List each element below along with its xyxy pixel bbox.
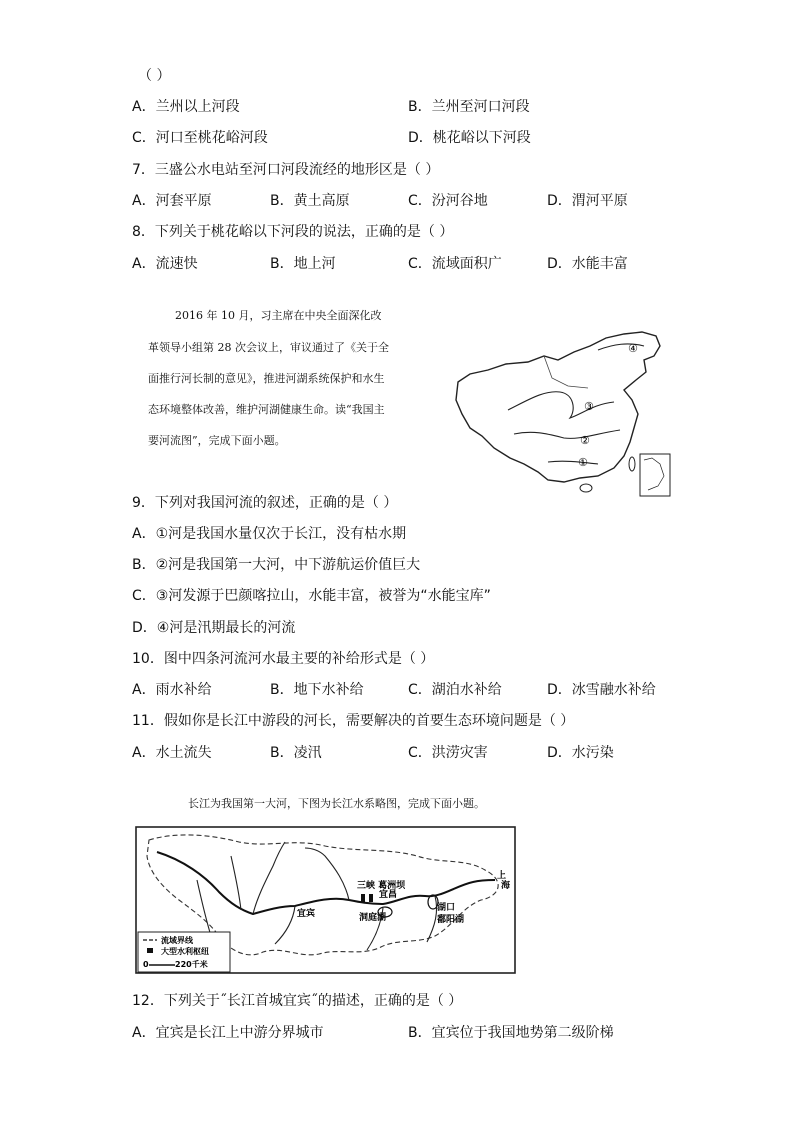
q7-stem: 7．三盛公水电站至河口河段流经的地形区是（ ） xyxy=(132,162,440,178)
q10-option-c: C．湖泊水补给 xyxy=(408,682,502,698)
map-label-river-2: ② xyxy=(580,434,590,447)
q12-option-b: B．宜宾位于我国地势第二级阶梯 xyxy=(408,1025,614,1041)
dam-marker-sanxia xyxy=(361,894,365,902)
q10-option-a: A．雨水补给 xyxy=(132,682,212,698)
q8-option-d: D．水能丰富 xyxy=(547,256,628,272)
q8-option-c: C．流域面积广 xyxy=(408,256,502,272)
label-hai: 海 xyxy=(501,881,511,891)
label-dongting: 洞庭湖 xyxy=(359,913,387,923)
legend-scale-zero: 0 xyxy=(143,960,149,969)
q9-option-d: D．④河是汛期最长的河流 xyxy=(132,620,296,636)
q10-stem: 10．图中四条河流河水最主要的补给形式是（ ） xyxy=(132,651,435,667)
passage1-line-5: 要河流图”，完成下面小题。 xyxy=(148,434,286,447)
q11-option-d: D．水污染 xyxy=(547,745,614,761)
q8-option-b: B．地上河 xyxy=(270,256,336,272)
yangtze-river-line xyxy=(514,430,620,438)
passage1-line-4: 态环境整体改善，维护河湖健康生命。读“我国主 xyxy=(148,403,385,416)
legend-dam-symbol xyxy=(147,948,153,953)
q7-option-b: B．黄土高原 xyxy=(270,193,350,209)
label-hukou: 湖口 xyxy=(437,903,456,913)
label-poyang: 鄱阳湖 xyxy=(437,915,465,925)
q11-option-c: C．洪涝灾害 xyxy=(408,745,488,761)
q9-option-b: B．②河是我国第一大河，中下游航运价值巨大 xyxy=(132,557,421,573)
pearl-river-line xyxy=(548,461,598,464)
q8-stem: 8．下列关于桃花峪以下河段的说法，正确的是（ ） xyxy=(132,224,454,240)
q7-option-c: C．汾河谷地 xyxy=(408,193,488,209)
q11-option-b: B．凌汛 xyxy=(270,745,322,761)
label-shang: 上 xyxy=(497,871,507,881)
legend-boundary-label: 流域界线 xyxy=(161,936,193,945)
q6-option-c: C．河口至桃花峪河段 xyxy=(132,130,268,146)
legend-dam-label: 大型水利枢纽 xyxy=(161,947,209,956)
q9-option-c: C．③河发源于巴颜喀拉山，水能丰富，被誉为“水能宝库” xyxy=(132,588,491,604)
map-label-river-1: ① xyxy=(578,456,588,469)
hainan-island xyxy=(580,484,592,492)
taiwan-island xyxy=(629,457,635,471)
q6-option-b: B．兰州至河口河段 xyxy=(408,99,530,115)
q12-stem: 12．下列关于˝长江首城宜宾˝的描述，正确的是（ ） xyxy=(132,993,463,1009)
q8-option-a: A．流速快 xyxy=(132,256,198,272)
internal-border-line xyxy=(544,356,588,388)
map-label-river-3: ③ xyxy=(584,400,594,413)
q6-answer-bracket: （ ） xyxy=(138,68,171,84)
q6-option-a: A．兰州以上河段 xyxy=(132,99,240,115)
map-label-river-4: ④ xyxy=(628,342,638,355)
label-yichang: 宜昌 xyxy=(379,890,398,900)
china-rivers-map xyxy=(448,330,674,500)
dam-marker-gezhouba xyxy=(369,894,373,902)
label-yibin: 宜宾 xyxy=(297,909,316,919)
q10-option-d: D．冰雪融水补给 xyxy=(547,682,656,698)
passage2-text: 长江为我国第一大河，下图为长江水系略图，完成下面小题。 xyxy=(188,797,485,810)
q11-stem: 11．假如你是长江中游段的河长，需要解决的首要生态环境问题是（ ） xyxy=(132,713,575,729)
q12-option-a: A．宜宾是长江上中游分界城市 xyxy=(132,1025,324,1041)
yellow-river-line xyxy=(508,392,614,418)
label-sanxia-gezhouba: 三峡 葛洲坝 xyxy=(357,881,406,891)
q7-option-d: D．渭河平原 xyxy=(547,193,628,209)
q9-stem: 9．下列对我国河流的叙述，正确的是（ ） xyxy=(132,495,398,511)
q9-option-a: A．①河是我国水量仅次于长江，没有枯水期 xyxy=(132,526,407,542)
q11-option-a: A．水土流失 xyxy=(132,745,212,761)
passage1-line-2: 革领导小组第 28 次会议上，审议通过了《关于全 xyxy=(148,341,389,354)
legend-scale-label: 220千米 xyxy=(175,960,208,969)
yangtze-system-map xyxy=(135,826,516,974)
q10-option-b: B．地下水补给 xyxy=(270,682,364,698)
q7-option-a: A．河套平原 xyxy=(132,193,212,209)
q6-option-d: D．桃花峪以下河段 xyxy=(408,130,531,146)
passage1-line-3: 面推行河长制的意见》，推进河湖系统保护和水生 xyxy=(148,372,385,385)
passage1-line-1: 2016 年 10 月，习主席在中央全面深化改 xyxy=(175,309,382,322)
